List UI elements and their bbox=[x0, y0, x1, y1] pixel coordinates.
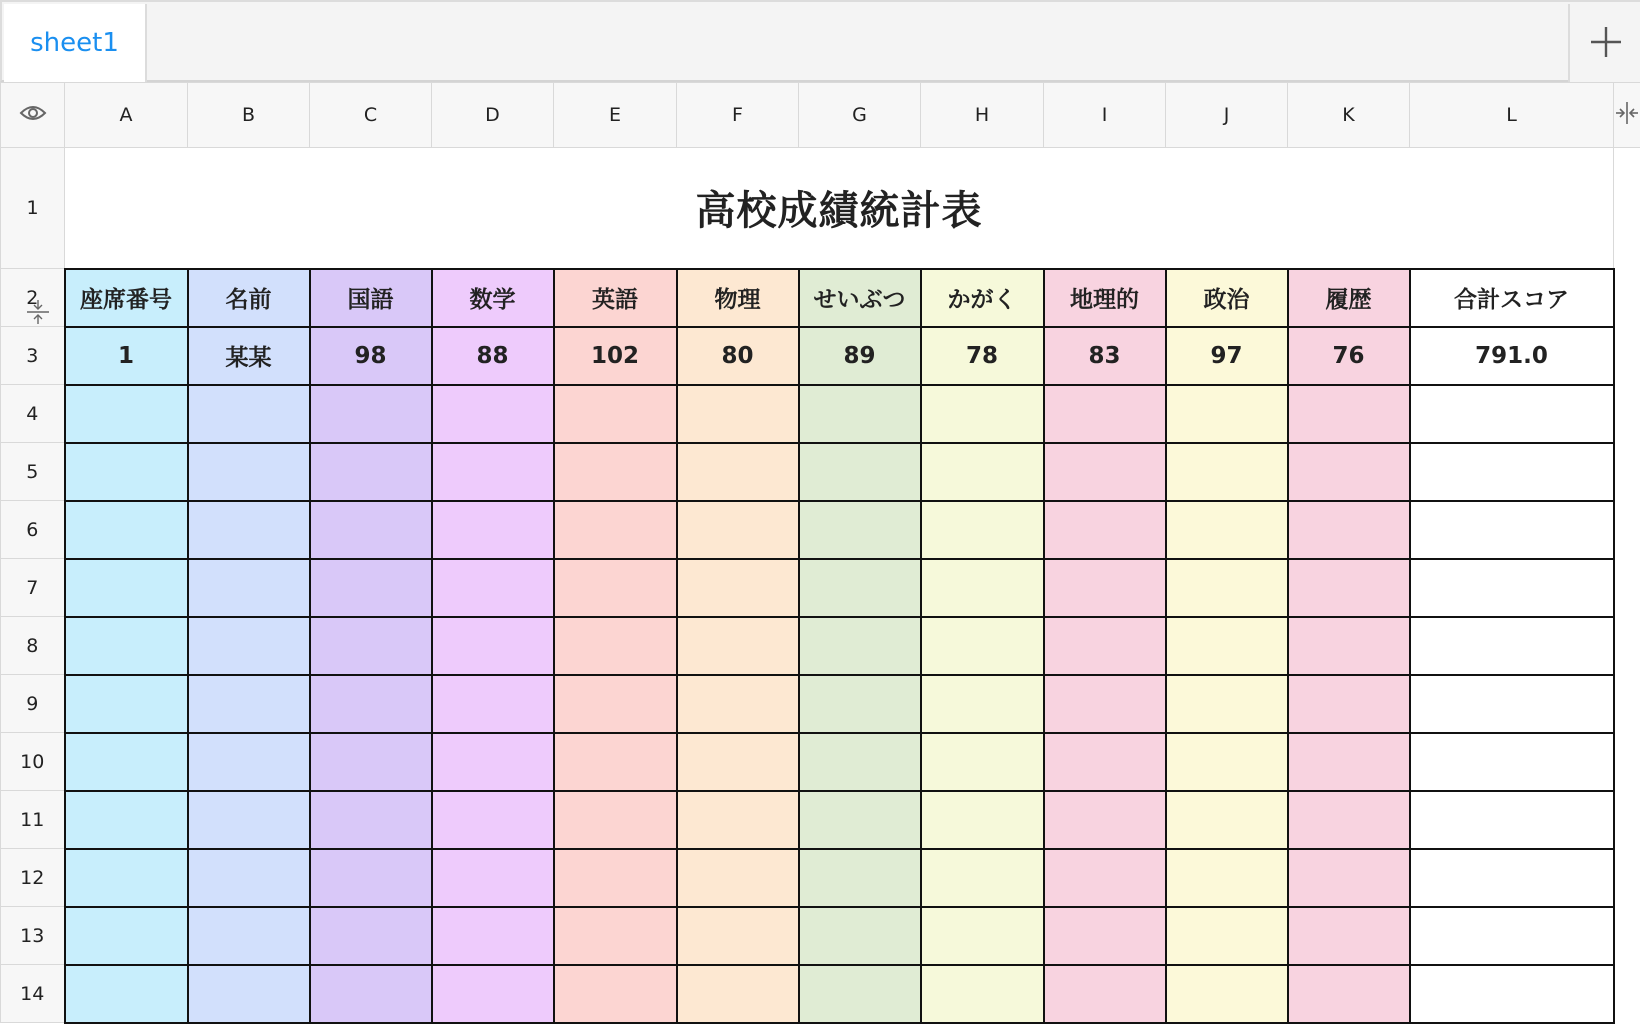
empty-cell-k6[interactable] bbox=[1288, 501, 1410, 559]
empty-cell-j11[interactable] bbox=[1166, 791, 1288, 849]
empty-cell-i6[interactable] bbox=[1044, 501, 1166, 559]
empty-cell-j10[interactable] bbox=[1166, 733, 1288, 791]
header-cell-c[interactable]: 国語 bbox=[310, 269, 432, 327]
data-cell-e3[interactable]: 102 bbox=[554, 327, 677, 385]
column-header-d[interactable]: D bbox=[432, 83, 554, 148]
empty-cell-l6[interactable] bbox=[1410, 501, 1614, 559]
grid-right-edge bbox=[1614, 849, 1640, 907]
empty-cell-f13[interactable] bbox=[677, 907, 799, 965]
header-cell-k[interactable]: 履歴 bbox=[1288, 269, 1410, 327]
row-header-3[interactable]: 3 bbox=[1, 327, 65, 385]
header-cell-b[interactable]: 名前 bbox=[188, 269, 310, 327]
data-cell-a3[interactable]: 1 bbox=[65, 327, 188, 385]
empty-cell-b7[interactable] bbox=[188, 559, 310, 617]
empty-cell-e4[interactable] bbox=[554, 385, 677, 443]
empty-cell-j6[interactable] bbox=[1166, 501, 1288, 559]
grid-right-edge bbox=[1614, 327, 1640, 385]
empty-cell-c12[interactable] bbox=[310, 849, 432, 907]
empty-cell-b6[interactable] bbox=[188, 501, 310, 559]
empty-cell-f5[interactable] bbox=[677, 443, 799, 501]
empty-cell-g7[interactable] bbox=[799, 559, 921, 617]
empty-cell-h11[interactable] bbox=[921, 791, 1044, 849]
grid-right-edge bbox=[1614, 733, 1640, 791]
empty-cell-f7[interactable] bbox=[677, 559, 799, 617]
empty-cell-e8[interactable] bbox=[554, 617, 677, 675]
row-header-7[interactable]: 7 bbox=[1, 559, 65, 617]
empty-cell-d8[interactable] bbox=[432, 617, 554, 675]
empty-cell-a7[interactable] bbox=[65, 559, 188, 617]
empty-cell-l9[interactable] bbox=[1410, 675, 1614, 733]
grid-right-edge bbox=[1614, 617, 1640, 675]
header-cell-a[interactable]: 座席番号 bbox=[65, 269, 188, 327]
column-header-c[interactable]: C bbox=[310, 83, 432, 148]
empty-cell-k11[interactable] bbox=[1288, 791, 1410, 849]
empty-cell-g12[interactable] bbox=[799, 849, 921, 907]
spreadsheet-grid bbox=[0, 82, 1640, 1024]
grid-right-edge bbox=[1614, 907, 1640, 965]
empty-cell-i12[interactable] bbox=[1044, 849, 1166, 907]
empty-cell-h10[interactable] bbox=[921, 733, 1044, 791]
data-cell-b3[interactable]: 某某 bbox=[188, 327, 310, 385]
empty-cell-k9[interactable] bbox=[1288, 675, 1410, 733]
empty-cell-k5[interactable] bbox=[1288, 443, 1410, 501]
empty-cell-g9[interactable] bbox=[799, 675, 921, 733]
column-header-f[interactable]: F bbox=[677, 83, 799, 148]
data-cell-h3[interactable]: 78 bbox=[921, 327, 1044, 385]
empty-cell-d14[interactable] bbox=[432, 965, 554, 1023]
empty-cell-f11[interactable] bbox=[677, 791, 799, 849]
empty-cell-j7[interactable] bbox=[1166, 559, 1288, 617]
header-cell-h[interactable]: かがく bbox=[921, 269, 1044, 327]
empty-cell-b14[interactable] bbox=[188, 965, 310, 1023]
empty-cell-e5[interactable] bbox=[554, 443, 677, 501]
empty-cell-g11[interactable] bbox=[799, 791, 921, 849]
column-header-k[interactable]: K bbox=[1288, 83, 1410, 148]
empty-cell-a10[interactable] bbox=[65, 733, 188, 791]
empty-cell-a4[interactable] bbox=[65, 385, 188, 443]
empty-cell-k13[interactable] bbox=[1288, 907, 1410, 965]
column-header-a[interactable]: A bbox=[65, 83, 188, 148]
empty-cell-e13[interactable] bbox=[554, 907, 677, 965]
empty-cell-d5[interactable] bbox=[432, 443, 554, 501]
empty-cell-l8[interactable] bbox=[1410, 617, 1614, 675]
column-header-l[interactable]: L bbox=[1410, 83, 1614, 148]
empty-cell-b10[interactable] bbox=[188, 733, 310, 791]
empty-cell-c4[interactable] bbox=[310, 385, 432, 443]
empty-cell-k4[interactable] bbox=[1288, 385, 1410, 443]
empty-cell-g10[interactable] bbox=[799, 733, 921, 791]
collapse-columns-button[interactable] bbox=[1614, 83, 1640, 148]
header-cell-l[interactable]: 合計スコア bbox=[1410, 269, 1614, 327]
empty-cell-h7[interactable] bbox=[921, 559, 1044, 617]
row-header-5[interactable]: 5 bbox=[1, 443, 65, 501]
empty-cell-l7[interactable] bbox=[1410, 559, 1614, 617]
column-header-i[interactable]: I bbox=[1044, 83, 1166, 148]
grid-right-edge bbox=[1614, 269, 1640, 327]
eye-icon[interactable] bbox=[19, 103, 47, 123]
empty-cell-i9[interactable] bbox=[1044, 675, 1166, 733]
empty-cell-e12[interactable] bbox=[554, 849, 677, 907]
data-cell-f3[interactable]: 80 bbox=[677, 327, 799, 385]
empty-cell-h6[interactable] bbox=[921, 501, 1044, 559]
header-cell-f[interactable]: 物理 bbox=[677, 269, 799, 327]
row-header-10[interactable]: 10 bbox=[1, 733, 65, 791]
empty-cell-f6[interactable] bbox=[677, 501, 799, 559]
empty-cell-l12[interactable] bbox=[1410, 849, 1614, 907]
empty-cell-g4[interactable] bbox=[799, 385, 921, 443]
column-header-g[interactable]: G bbox=[799, 83, 921, 148]
add-sheet-button[interactable] bbox=[1568, 4, 1640, 82]
empty-cell-f9[interactable] bbox=[677, 675, 799, 733]
row-header-4[interactable]: 4 bbox=[1, 385, 65, 443]
header-cell-e[interactable]: 英語 bbox=[554, 269, 677, 327]
empty-cell-d4[interactable] bbox=[432, 385, 554, 443]
empty-cell-g14[interactable] bbox=[799, 965, 921, 1023]
header-cell-d[interactable]: 数学 bbox=[432, 269, 554, 327]
empty-cell-b13[interactable] bbox=[188, 907, 310, 965]
empty-cell-i14[interactable] bbox=[1044, 965, 1166, 1023]
data-cell-d3[interactable]: 88 bbox=[432, 327, 554, 385]
empty-cell-i10[interactable] bbox=[1044, 733, 1166, 791]
empty-cell-a9[interactable] bbox=[65, 675, 188, 733]
empty-cell-a8[interactable] bbox=[65, 617, 188, 675]
grid-right-edge bbox=[1614, 501, 1640, 559]
plus-icon bbox=[1589, 25, 1623, 59]
empty-cell-k10[interactable] bbox=[1288, 733, 1410, 791]
empty-cell-f14[interactable] bbox=[677, 965, 799, 1023]
empty-cell-c8[interactable] bbox=[310, 617, 432, 675]
empty-cell-h4[interactable] bbox=[921, 385, 1044, 443]
empty-cell-a11[interactable] bbox=[65, 791, 188, 849]
row-header-2[interactable]: 2 bbox=[1, 269, 65, 327]
row-header-8[interactable]: 8 bbox=[1, 617, 65, 675]
row-header-6[interactable]: 6 bbox=[1, 501, 65, 559]
empty-cell-i8[interactable] bbox=[1044, 617, 1166, 675]
data-cell-j3[interactable]: 97 bbox=[1166, 327, 1288, 385]
empty-cell-b12[interactable] bbox=[188, 849, 310, 907]
grid-right-edge bbox=[1614, 385, 1640, 443]
empty-cell-l11[interactable] bbox=[1410, 791, 1614, 849]
empty-cell-g6[interactable] bbox=[799, 501, 921, 559]
empty-cell-j5[interactable] bbox=[1166, 443, 1288, 501]
empty-cell-j13[interactable] bbox=[1166, 907, 1288, 965]
empty-cell-g5[interactable] bbox=[799, 443, 921, 501]
empty-cell-b5[interactable] bbox=[188, 443, 310, 501]
empty-cell-a12[interactable] bbox=[65, 849, 188, 907]
data-cell-g3[interactable]: 89 bbox=[799, 327, 921, 385]
empty-cell-h13[interactable] bbox=[921, 907, 1044, 965]
empty-cell-g13[interactable] bbox=[799, 907, 921, 965]
header-cell-i[interactable]: 地理的 bbox=[1044, 269, 1166, 327]
data-cell-i3[interactable]: 83 bbox=[1044, 327, 1166, 385]
empty-cell-c13[interactable] bbox=[310, 907, 432, 965]
empty-cell-j4[interactable] bbox=[1166, 385, 1288, 443]
row-header-14[interactable]: 14 bbox=[1, 965, 65, 1023]
empty-cell-d13[interactable] bbox=[432, 907, 554, 965]
empty-cell-l13[interactable] bbox=[1410, 907, 1614, 965]
empty-cell-j9[interactable] bbox=[1166, 675, 1288, 733]
empty-cell-j14[interactable] bbox=[1166, 965, 1288, 1023]
empty-cell-k12[interactable] bbox=[1288, 849, 1410, 907]
empty-cell-i13[interactable] bbox=[1044, 907, 1166, 965]
sheet-title-cell[interactable]: 高校成績統計表 bbox=[65, 148, 1614, 269]
empty-cell-d12[interactable] bbox=[432, 849, 554, 907]
column-header-j[interactable]: J bbox=[1166, 83, 1288, 148]
empty-cell-a6[interactable] bbox=[65, 501, 188, 559]
empty-cell-f8[interactable] bbox=[677, 617, 799, 675]
empty-cell-d9[interactable] bbox=[432, 675, 554, 733]
empty-cell-l10[interactable] bbox=[1410, 733, 1614, 791]
row-header-9[interactable]: 9 bbox=[1, 675, 65, 733]
empty-cell-h8[interactable] bbox=[921, 617, 1044, 675]
empty-cell-e14[interactable] bbox=[554, 965, 677, 1023]
empty-cell-d7[interactable] bbox=[432, 559, 554, 617]
collapse-columns-icon bbox=[1614, 100, 1640, 126]
row-header-1[interactable]: 1 bbox=[1, 148, 65, 269]
empty-cell-f10[interactable] bbox=[677, 733, 799, 791]
empty-cell-g8[interactable] bbox=[799, 617, 921, 675]
empty-cell-h5[interactable] bbox=[921, 443, 1044, 501]
empty-cell-i4[interactable] bbox=[1044, 385, 1166, 443]
empty-cell-c10[interactable] bbox=[310, 733, 432, 791]
empty-cell-e6[interactable] bbox=[554, 501, 677, 559]
empty-cell-j8[interactable] bbox=[1166, 617, 1288, 675]
grid-right-edge bbox=[1614, 148, 1640, 269]
data-cell-k3[interactable]: 76 bbox=[1288, 327, 1410, 385]
grid-right-edge bbox=[1614, 791, 1640, 849]
empty-cell-b8[interactable] bbox=[188, 617, 310, 675]
column-header-e[interactable]: E bbox=[554, 83, 677, 148]
empty-cell-e9[interactable] bbox=[554, 675, 677, 733]
empty-cell-f4[interactable] bbox=[677, 385, 799, 443]
grid-right-edge bbox=[1614, 443, 1640, 501]
row-header-12[interactable]: 12 bbox=[1, 849, 65, 907]
empty-cell-e11[interactable] bbox=[554, 791, 677, 849]
empty-cell-b4[interactable] bbox=[188, 385, 310, 443]
empty-cell-l4[interactable] bbox=[1410, 385, 1614, 443]
empty-cell-i5[interactable] bbox=[1044, 443, 1166, 501]
empty-cell-h12[interactable] bbox=[921, 849, 1044, 907]
empty-cell-c14[interactable] bbox=[310, 965, 432, 1023]
empty-cell-d6[interactable] bbox=[432, 501, 554, 559]
empty-cell-b9[interactable] bbox=[188, 675, 310, 733]
select-all-corner[interactable] bbox=[1, 83, 65, 148]
empty-cell-a5[interactable] bbox=[65, 443, 188, 501]
empty-cell-a13[interactable] bbox=[65, 907, 188, 965]
empty-cell-d11[interactable] bbox=[432, 791, 554, 849]
empty-cell-l5[interactable] bbox=[1410, 443, 1614, 501]
empty-cell-c5[interactable] bbox=[310, 443, 432, 501]
column-header-h[interactable]: H bbox=[921, 83, 1044, 148]
header-cell-j[interactable]: 政治 bbox=[1166, 269, 1288, 327]
empty-cell-e7[interactable] bbox=[554, 559, 677, 617]
empty-cell-d10[interactable] bbox=[432, 733, 554, 791]
empty-cell-c7[interactable] bbox=[310, 559, 432, 617]
empty-cell-b11[interactable] bbox=[188, 791, 310, 849]
empty-cell-h14[interactable] bbox=[921, 965, 1044, 1023]
tab-sheet1-label: sheet1 bbox=[30, 28, 119, 58]
tab-sheet1[interactable] bbox=[4, 4, 147, 82]
empty-cell-k8[interactable] bbox=[1288, 617, 1410, 675]
empty-cell-a14[interactable] bbox=[65, 965, 188, 1023]
empty-cell-j12[interactable] bbox=[1166, 849, 1288, 907]
empty-cell-c11[interactable] bbox=[310, 791, 432, 849]
empty-cell-c9[interactable] bbox=[310, 675, 432, 733]
data-cell-c3[interactable]: 98 bbox=[310, 327, 432, 385]
empty-cell-c6[interactable] bbox=[310, 501, 432, 559]
grid-right-edge bbox=[1614, 559, 1640, 617]
empty-cell-e10[interactable] bbox=[554, 733, 677, 791]
row-header-13[interactable]: 13 bbox=[1, 907, 65, 965]
empty-cell-l14[interactable] bbox=[1410, 965, 1614, 1023]
empty-cell-f12[interactable] bbox=[677, 849, 799, 907]
grid-right-edge bbox=[1614, 675, 1640, 733]
column-header-b[interactable]: B bbox=[188, 83, 310, 148]
empty-cell-k7[interactable] bbox=[1288, 559, 1410, 617]
data-cell-l3[interactable]: 791.0 bbox=[1410, 327, 1614, 385]
row-resize-icon[interactable] bbox=[25, 299, 51, 325]
empty-cell-i7[interactable] bbox=[1044, 559, 1166, 617]
row-header-11[interactable]: 11 bbox=[1, 791, 65, 849]
empty-cell-i11[interactable] bbox=[1044, 791, 1166, 849]
empty-cell-k14[interactable] bbox=[1288, 965, 1410, 1023]
header-cell-g[interactable]: せいぶつ bbox=[799, 269, 921, 327]
grid-right-edge bbox=[1614, 965, 1640, 1023]
empty-cell-h9[interactable] bbox=[921, 675, 1044, 733]
sheet-tab-bar bbox=[0, 0, 1640, 82]
